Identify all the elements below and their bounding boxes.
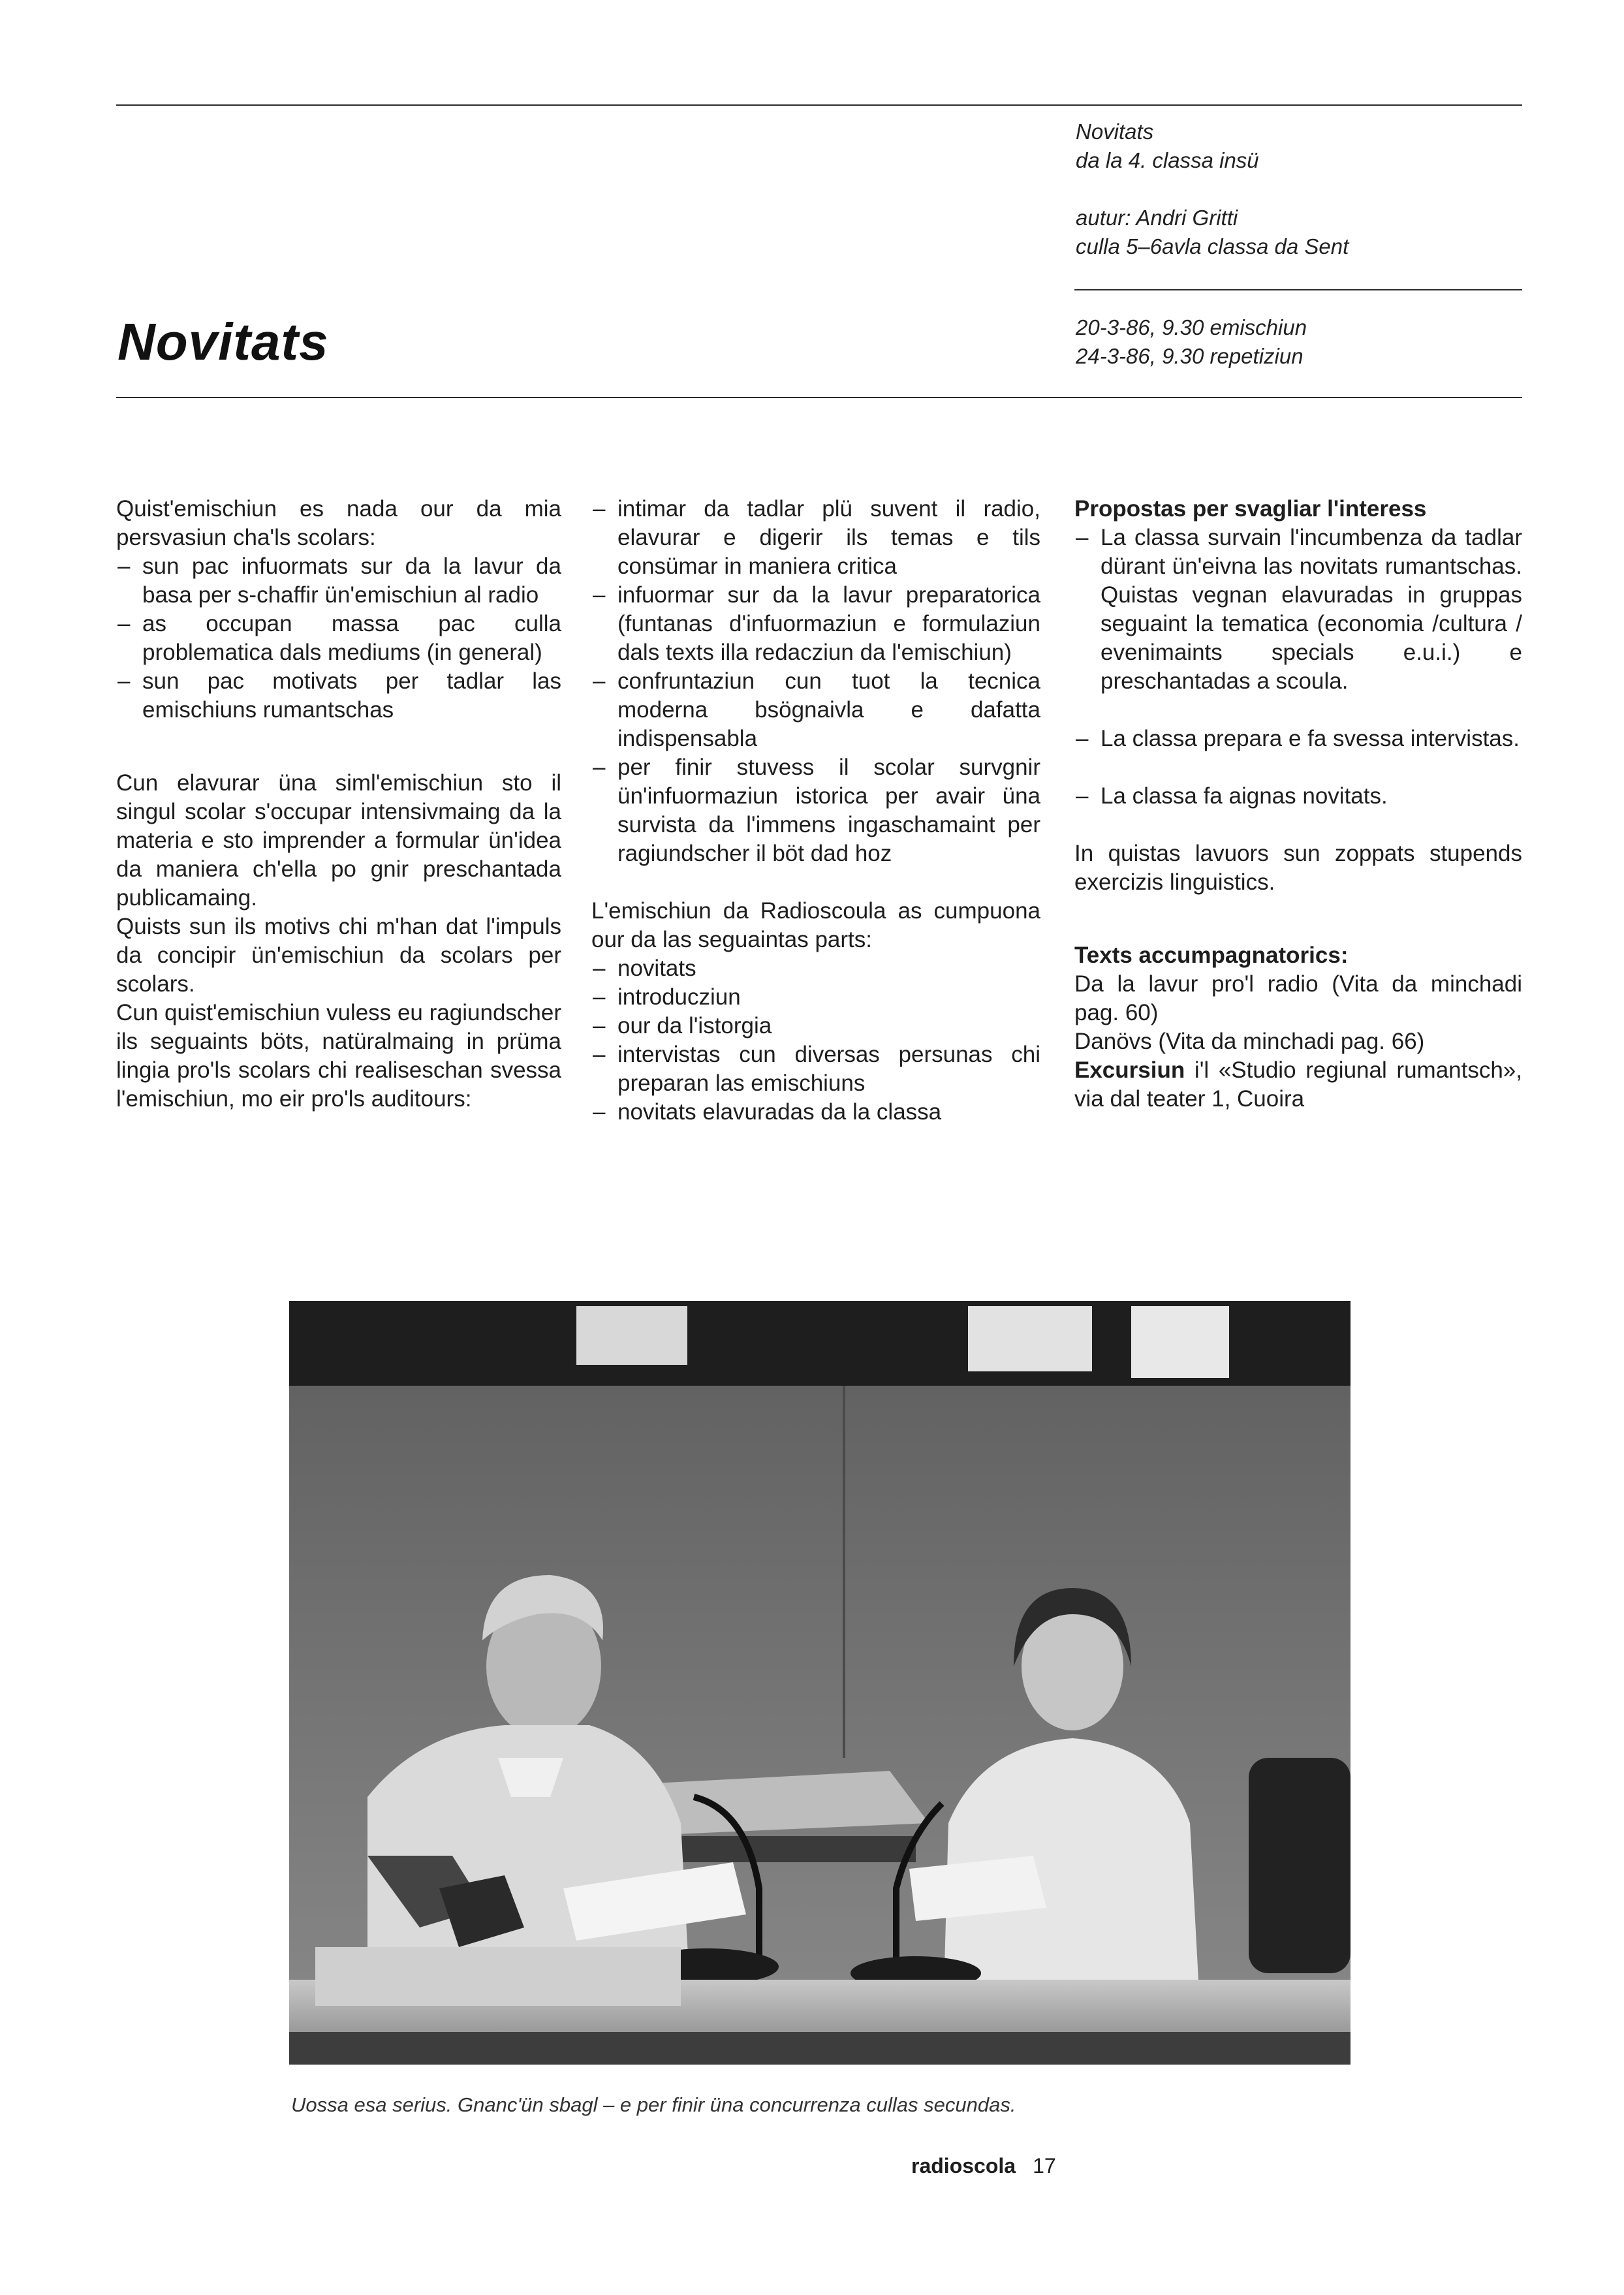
list-item: – novitats elavuradas da la classa xyxy=(591,1098,1040,1127)
text-reference: Da la lavur pro'l radio (Vita da minchadi pag. 60) xyxy=(1074,971,1522,1025)
studio-photo-drawing xyxy=(289,1301,1351,2065)
studio-photo xyxy=(289,1301,1351,2065)
list-item: – as occupan massa pac culla problematica dals mediums (in general) xyxy=(116,610,561,667)
list-item: – confruntaziun cun tuot la tecnica moderna bsögnaivla e dafatta indispensabla xyxy=(591,667,1040,753)
header-meta-rule xyxy=(1074,289,1522,290)
list-item: – La classa survain l'incumbenza da tadlar dürant ün'eivna las novitats rumantschas. Quistas vegnan elavuradas in gruppas seguaint la tematica (economia /cultura / evenimaints specials e.u.i.) e preschantadas a scoula. xyxy=(1074,523,1522,696)
program-info xyxy=(1076,117,1259,175)
parts-intro: L'emischiun da Radioscoula as cumpuona our da las seguaintas parts: xyxy=(591,898,1040,952)
texts-heading: Texts accumpagnatorics: xyxy=(1074,943,1349,968)
proposals-list-3 xyxy=(1074,782,1522,811)
program-name: Novitats xyxy=(1076,119,1154,144)
schedule-info xyxy=(1076,313,1307,371)
list-item: – intimar da tadlar plü suvent il radio, elavurar e digerir ils temas e tils consümar in maniera critica xyxy=(591,495,1040,581)
page-title: Novitats xyxy=(117,313,329,371)
page-footer xyxy=(911,2154,1056,2178)
page-number: 17 xyxy=(1033,2154,1056,2178)
reasons-list xyxy=(116,552,561,725)
excursion-label: Excursiun xyxy=(1074,1057,1185,1083)
body-paragraph: Cun quist'emischiun vuless eu ragiundscher ils seguaints böts, natüralmaing in prüma lingia pro'ls scolars chi realiseschan svessa l'emischiun, mo eir pro'ls auditours: xyxy=(116,1000,561,1112)
list-item: – sun pac infuormats sur da la lavur da basa per s-chaffir ün'emischiun al radio xyxy=(116,552,561,610)
body-paragraph: Cun elavurar üna siml'emischiun sto il singul scolar s'occupar intensivmaing da la materia e sto imprender a formular ün'idea da maniera ch'ella po gnir preschantada publicamaing. xyxy=(116,770,561,911)
column-3 xyxy=(1074,495,1522,1114)
excursion-text: i'l «Studio regiunal rumantsch», via dal teater 1, Cuoira xyxy=(1074,1057,1523,1112)
text-reference: Danövs (Vita da minchadi pag. 66) xyxy=(1074,1029,1425,1054)
list-item: – sun pac motivats per tadlar las emischiuns rumantschas xyxy=(116,667,561,725)
author-info xyxy=(1076,204,1349,261)
column-2 xyxy=(591,495,1040,1127)
author-name: autur: Andri Gritti xyxy=(1076,206,1238,230)
intro-paragraph: Quist'emischiun es nada our da mia persvasiun cha'ls scolars: xyxy=(116,496,561,550)
list-item: – our da l'istorgia xyxy=(591,1012,1040,1040)
column-1 xyxy=(116,495,561,1114)
program-level: da la 4. classa insü xyxy=(1076,148,1259,172)
repeat-date: 24-3-86, 9.30 repetiziun xyxy=(1076,344,1304,368)
parts-list xyxy=(591,954,1040,1127)
list-item: – introducziun xyxy=(591,983,1040,1012)
header-top-rule xyxy=(116,104,1522,106)
body-paragraph: Quists sun ils motivs chi m'han dat l'impuls da concipir ün'emischiun da scolars per scolars. xyxy=(116,914,561,997)
header-bottom-rule xyxy=(116,397,1522,398)
proposals-list xyxy=(1074,523,1522,696)
excursion-paragraph xyxy=(1074,1056,1522,1114)
proposals-heading: Propostas per svagliar l'interess xyxy=(1074,496,1427,522)
list-item: – infuormar sur da la lavur preparatorica (funtanas d'infuormaziun e formulaziun dals texts illa redacziun da l'emischiun) xyxy=(591,581,1040,667)
list-item: – La classa fa aignas novitats. xyxy=(1074,782,1522,811)
exercises-paragraph: In quistas lavuors sun zoppats stupends exercizis linguistics. xyxy=(1074,841,1522,895)
list-item: – per finir stuvess il scolar survgnir ün'infuormaziun istorica per avair üna survista da l'immens ingaschamaint per ragiundscher il böt dad hoz xyxy=(591,753,1040,868)
broadcast-date: 20-3-86, 9.30 emischiun xyxy=(1076,315,1307,339)
list-item: – La classa prepara e fa svessa intervistas. xyxy=(1074,725,1522,753)
author-class: culla 5–6avla classa da Sent xyxy=(1076,234,1349,258)
photo-caption: Uossa esa serius. Gnanc'ün sbagl – e per finir üna concurrenza cullas secundas. xyxy=(291,2093,1016,2116)
list-item: – novitats xyxy=(591,954,1040,983)
proposals-list-2 xyxy=(1074,725,1522,753)
publication-name: radioscola xyxy=(911,2154,1016,2178)
goals-list xyxy=(591,495,1040,868)
list-item: – intervistas cun diversas persunas chi preparan las emischiuns xyxy=(591,1040,1040,1098)
